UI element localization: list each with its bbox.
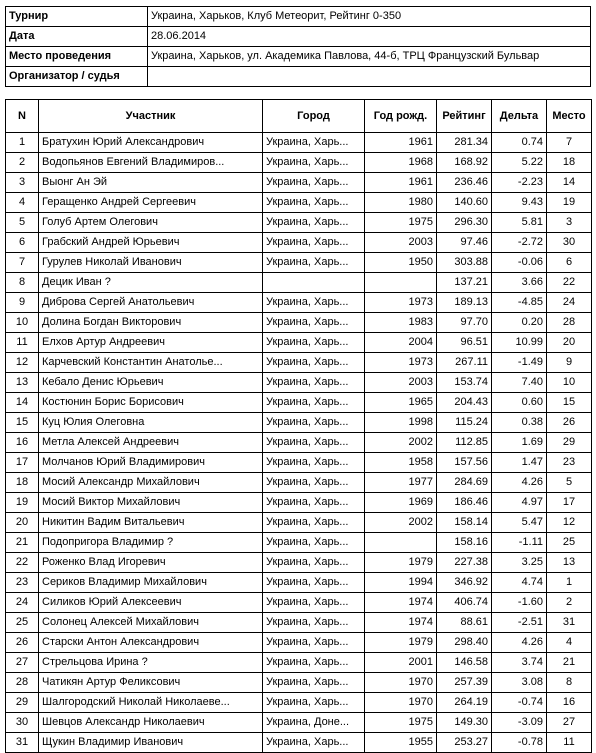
cell-participant: Молчанов Юрий Владимирович [39,453,263,473]
cell-city: Украина, Харь... [263,433,365,453]
cell-number: 12 [6,353,39,373]
cell-place: 21 [547,653,592,673]
cell-number: 26 [6,633,39,653]
cell-participant: Долина Богдан Викторович [39,313,263,333]
cell-place: 8 [547,673,592,693]
cell-city: Украина, Харь... [263,233,365,253]
date-label: Дата [6,27,148,47]
cell-birth-year [365,533,437,553]
cell-rating: 168.92 [437,153,492,173]
organizer-label: Организатор / судья [6,67,148,87]
cell-participant: Децик Иван ? [39,273,263,293]
table-row [6,313,592,333]
header-city: Город [263,100,365,133]
cell-participant: Диброва Сергей Анатольевич [39,293,263,313]
cell-rating: 157.56 [437,453,492,473]
header-delta: Дельта [492,100,547,133]
cell-rating: 298.40 [437,633,492,653]
cell-delta: 9.43 [492,193,547,213]
table-row [6,393,592,413]
cell-participant: Братухин Юрий Александрович [39,133,263,153]
cell-birth-year: 1970 [365,673,437,693]
cell-birth-year: 2004 [365,333,437,353]
cell-delta: -0.78 [492,733,547,753]
cell-city: Украина, Харь... [263,153,365,173]
cell-rating: 406.74 [437,593,492,613]
cell-participant: Кебало Денис Юрьевич [39,373,263,393]
cell-participant: Мосий Виктор Михайлович [39,493,263,513]
cell-number: 29 [6,693,39,713]
cell-city: Украина, Харь... [263,673,365,693]
cell-delta: 1.69 [492,433,547,453]
cell-rating: 253.27 [437,733,492,753]
tournament-info-table [5,6,591,87]
cell-participant: Старски Антон Александрович [39,633,263,653]
cell-delta: 0.20 [492,313,547,333]
cell-delta: -1.60 [492,593,547,613]
cell-place: 25 [547,533,592,553]
cell-place: 22 [547,273,592,293]
table-row [6,213,592,233]
cell-place: 28 [547,313,592,333]
cell-participant: Грабский Андрей Юрьевич [39,233,263,253]
cell-rating: 158.16 [437,533,492,553]
cell-city: Украина, Харь... [263,253,365,273]
cell-city: Украина, Харь... [263,393,365,413]
cell-rating: 189.13 [437,293,492,313]
table-row [6,373,592,393]
cell-number: 7 [6,253,39,273]
table-row [6,613,592,633]
table-row [6,233,592,253]
results-table [5,99,592,753]
cell-delta: 0.74 [492,133,547,153]
table-row [6,653,592,673]
cell-participant: Голуб Артем Олегович [39,213,263,233]
cell-rating: 303.88 [437,253,492,273]
cell-number: 13 [6,373,39,393]
cell-birth-year: 1973 [365,293,437,313]
venue-value: Украина, Харьков, ул. Академика Павлова, 44-б, ТРЦ Французский Бульвар [148,47,591,67]
cell-city: Украина, Харь... [263,333,365,353]
cell-participant: Шалгородский Николай Николаеве... [39,693,263,713]
cell-delta: 0.60 [492,393,547,413]
cell-city: Украина, Харь... [263,553,365,573]
cell-number: 4 [6,193,39,213]
cell-rating: 97.46 [437,233,492,253]
cell-delta: -2.23 [492,173,547,193]
cell-participant: Роженко Влад Игоревич [39,553,263,573]
cell-birth-year: 1961 [365,133,437,153]
cell-place: 18 [547,153,592,173]
cell-participant: Куц Юлия Олеговна [39,413,263,433]
venue-label: Место проведения [6,47,148,67]
date-value: 28.06.2014 [148,27,591,47]
cell-place: 17 [547,493,592,513]
cell-number: 28 [6,673,39,693]
table-row [6,633,592,653]
table-row [6,413,592,433]
cell-delta: 10.99 [492,333,547,353]
cell-rating: 346.92 [437,573,492,593]
cell-participant: Щукин Владимир Иванович [39,733,263,753]
cell-birth-year: 1977 [365,473,437,493]
header-birth-year: Год рожд. [365,100,437,133]
cell-delta: -2.51 [492,613,547,633]
cell-city: Украина, Доне... [263,713,365,733]
cell-delta: 5.47 [492,513,547,533]
header-participant: Участник [39,100,263,133]
cell-birth-year: 1975 [365,713,437,733]
cell-city: Украина, Харь... [263,413,365,433]
cell-delta: 7.40 [492,373,547,393]
cell-rating: 264.19 [437,693,492,713]
cell-rating: 158.14 [437,513,492,533]
cell-birth-year: 1961 [365,173,437,193]
cell-number: 10 [6,313,39,333]
cell-birth-year: 1975 [365,213,437,233]
cell-place: 30 [547,233,592,253]
cell-city: Украина, Харь... [263,473,365,493]
cell-city: Украина, Харь... [263,493,365,513]
cell-place: 27 [547,713,592,733]
tournament-value: Украина, Харьков, Клуб Метеорит, Рейтинг 0-350 [148,7,591,27]
cell-place: 26 [547,413,592,433]
cell-rating: 186.46 [437,493,492,513]
cell-city: Украина, Харь... [263,173,365,193]
table-row [6,573,592,593]
table-row [6,673,592,693]
cell-city: Украина, Харь... [263,213,365,233]
cell-number: 22 [6,553,39,573]
cell-participant: Чатикян Артур Феликсович [39,673,263,693]
cell-birth-year: 1983 [365,313,437,333]
info-row-venue [6,47,591,67]
cell-rating: 284.69 [437,473,492,493]
cell-birth-year: 1980 [365,193,437,213]
cell-city: Украина, Харь... [263,733,365,753]
cell-delta: 5.22 [492,153,547,173]
info-row-date [6,27,591,47]
cell-birth-year: 2002 [365,433,437,453]
cell-place: 20 [547,333,592,353]
cell-city: Украина, Харь... [263,653,365,673]
cell-birth-year: 1958 [365,453,437,473]
cell-number: 24 [6,593,39,613]
cell-place: 5 [547,473,592,493]
cell-number: 2 [6,153,39,173]
cell-birth-year: 1998 [365,413,437,433]
table-row [6,433,592,453]
header-rating: Рейтинг [437,100,492,133]
cell-place: 29 [547,433,592,453]
cell-participant: Гурулев Николай Иванович [39,253,263,273]
cell-participant: Карчевский Константин Анатолье... [39,353,263,373]
cell-delta: 0.38 [492,413,547,433]
table-row [6,253,592,273]
cell-participant: Водопьянов Евгений Владимиров... [39,153,263,173]
cell-place: 31 [547,613,592,633]
cell-number: 25 [6,613,39,633]
table-row [6,553,592,573]
table-row [6,333,592,353]
cell-number: 8 [6,273,39,293]
cell-participant: Метла Алексей Андреевич [39,433,263,453]
cell-place: 9 [547,353,592,373]
cell-city: Украина, Харь... [263,313,365,333]
cell-participant: Подопригора Владимир ? [39,533,263,553]
cell-participant: Мосий Александр Михайлович [39,473,263,493]
cell-birth-year: 2002 [365,513,437,533]
cell-number: 18 [6,473,39,493]
cell-city: Украина, Харь... [263,593,365,613]
cell-place: 10 [547,373,592,393]
cell-number: 30 [6,713,39,733]
cell-birth-year: 1955 [365,733,437,753]
cell-city [263,273,365,293]
cell-number: 19 [6,493,39,513]
cell-participant: Солонец Алексей Михайлович [39,613,263,633]
organizer-value [148,67,591,87]
cell-rating: 88.61 [437,613,492,633]
cell-delta: -0.06 [492,253,547,273]
cell-delta: 3.25 [492,553,547,573]
cell-rating: 257.39 [437,673,492,693]
table-row [6,733,592,753]
cell-rating: 146.58 [437,653,492,673]
cell-delta: 4.26 [492,633,547,653]
cell-rating: 96.51 [437,333,492,353]
cell-place: 1 [547,573,592,593]
cell-delta: 4.26 [492,473,547,493]
cell-number: 20 [6,513,39,533]
cell-participant: Елхов Артур Андреевич [39,333,263,353]
cell-birth-year: 1974 [365,613,437,633]
table-row [6,593,592,613]
table-row [6,293,592,313]
table-row [6,133,592,153]
cell-number: 31 [6,733,39,753]
cell-place: 15 [547,393,592,413]
cell-delta: 5.81 [492,213,547,233]
cell-rating: 97.70 [437,313,492,333]
cell-participant: Костюнин Борис Борисович [39,393,263,413]
cell-number: 17 [6,453,39,473]
cell-number: 5 [6,213,39,233]
cell-participant: Силиков Юрий Алексеевич [39,593,263,613]
cell-place: 6 [547,253,592,273]
cell-birth-year: 2001 [365,653,437,673]
cell-birth-year [365,273,437,293]
cell-birth-year: 1979 [365,633,437,653]
cell-rating: 296.30 [437,213,492,233]
cell-rating: 112.85 [437,433,492,453]
cell-number: 21 [6,533,39,553]
table-row [6,173,592,193]
info-row-organizer [6,67,591,87]
cell-rating: 153.74 [437,373,492,393]
cell-place: 16 [547,693,592,713]
cell-birth-year: 1969 [365,493,437,513]
cell-birth-year: 2003 [365,373,437,393]
table-row [6,153,592,173]
header-number: N [6,100,39,133]
cell-place: 24 [547,293,592,313]
cell-rating: 204.43 [437,393,492,413]
table-row [6,713,592,733]
cell-city: Украина, Харь... [263,533,365,553]
cell-delta: -2.72 [492,233,547,253]
cell-birth-year: 2003 [365,233,437,253]
cell-delta: -1.11 [492,533,547,553]
cell-delta: 3.08 [492,673,547,693]
cell-city: Украина, Харь... [263,633,365,653]
cell-delta: 4.74 [492,573,547,593]
cell-birth-year: 1968 [365,153,437,173]
cell-city: Украина, Харь... [263,573,365,593]
cell-city: Украина, Харь... [263,353,365,373]
cell-number: 15 [6,413,39,433]
cell-delta: 1.47 [492,453,547,473]
cell-number: 11 [6,333,39,353]
table-row [6,493,592,513]
cell-rating: 281.34 [437,133,492,153]
cell-number: 27 [6,653,39,673]
cell-place: 3 [547,213,592,233]
results-body [6,133,592,753]
cell-participant: Сериков Владимир Михайлович [39,573,263,593]
cell-birth-year: 1973 [365,353,437,373]
cell-rating: 236.46 [437,173,492,193]
cell-place: 7 [547,133,592,153]
cell-rating: 137.21 [437,273,492,293]
cell-place: 14 [547,173,592,193]
cell-place: 4 [547,633,592,653]
cell-place: 23 [547,453,592,473]
cell-participant: Шевцов Александр Николаевич [39,713,263,733]
results-header-row [6,100,592,133]
table-row [6,473,592,493]
table-row [6,453,592,473]
table-row [6,693,592,713]
cell-number: 9 [6,293,39,313]
cell-participant: Никитин Вадим Витальевич [39,513,263,533]
cell-place: 19 [547,193,592,213]
cell-participant: Стрельцова Ирина ? [39,653,263,673]
table-row [6,513,592,533]
cell-city: Украина, Харь... [263,613,365,633]
cell-birth-year: 1979 [365,553,437,573]
cell-city: Украина, Харь... [263,373,365,393]
cell-rating: 227.38 [437,553,492,573]
cell-number: 14 [6,393,39,413]
table-row [6,193,592,213]
info-row-tournament [6,7,591,27]
cell-delta: -3.09 [492,713,547,733]
cell-delta: 3.66 [492,273,547,293]
table-row [6,353,592,373]
cell-city: Украина, Харь... [263,133,365,153]
cell-birth-year: 1994 [365,573,437,593]
cell-delta: -0.74 [492,693,547,713]
cell-number: 1 [6,133,39,153]
cell-number: 16 [6,433,39,453]
cell-rating: 115.24 [437,413,492,433]
cell-rating: 267.11 [437,353,492,373]
table-row [6,273,592,293]
cell-rating: 140.60 [437,193,492,213]
cell-delta: 4.97 [492,493,547,513]
cell-city: Украина, Харь... [263,693,365,713]
cell-delta: 3.74 [492,653,547,673]
cell-city: Украина, Харь... [263,293,365,313]
cell-delta: -1.49 [492,353,547,373]
cell-place: 2 [547,593,592,613]
cell-city: Украина, Харь... [263,453,365,473]
cell-participant: Геращенко Андрей Сергеевич [39,193,263,213]
cell-participant: Выонг Ан Эй [39,173,263,193]
cell-city: Украина, Харь... [263,513,365,533]
cell-number: 6 [6,233,39,253]
cell-place: 13 [547,553,592,573]
cell-birth-year: 1970 [365,693,437,713]
cell-rating: 149.30 [437,713,492,733]
tournament-label: Турнир [6,7,148,27]
cell-city: Украина, Харь... [263,193,365,213]
table-row [6,533,592,553]
cell-place: 12 [547,513,592,533]
cell-birth-year: 1974 [365,593,437,613]
header-place: Место [547,100,592,133]
cell-birth-year: 1965 [365,393,437,413]
cell-number: 3 [6,173,39,193]
cell-number: 23 [6,573,39,593]
cell-place: 11 [547,733,592,753]
cell-delta: -4.85 [492,293,547,313]
cell-birth-year: 1950 [365,253,437,273]
